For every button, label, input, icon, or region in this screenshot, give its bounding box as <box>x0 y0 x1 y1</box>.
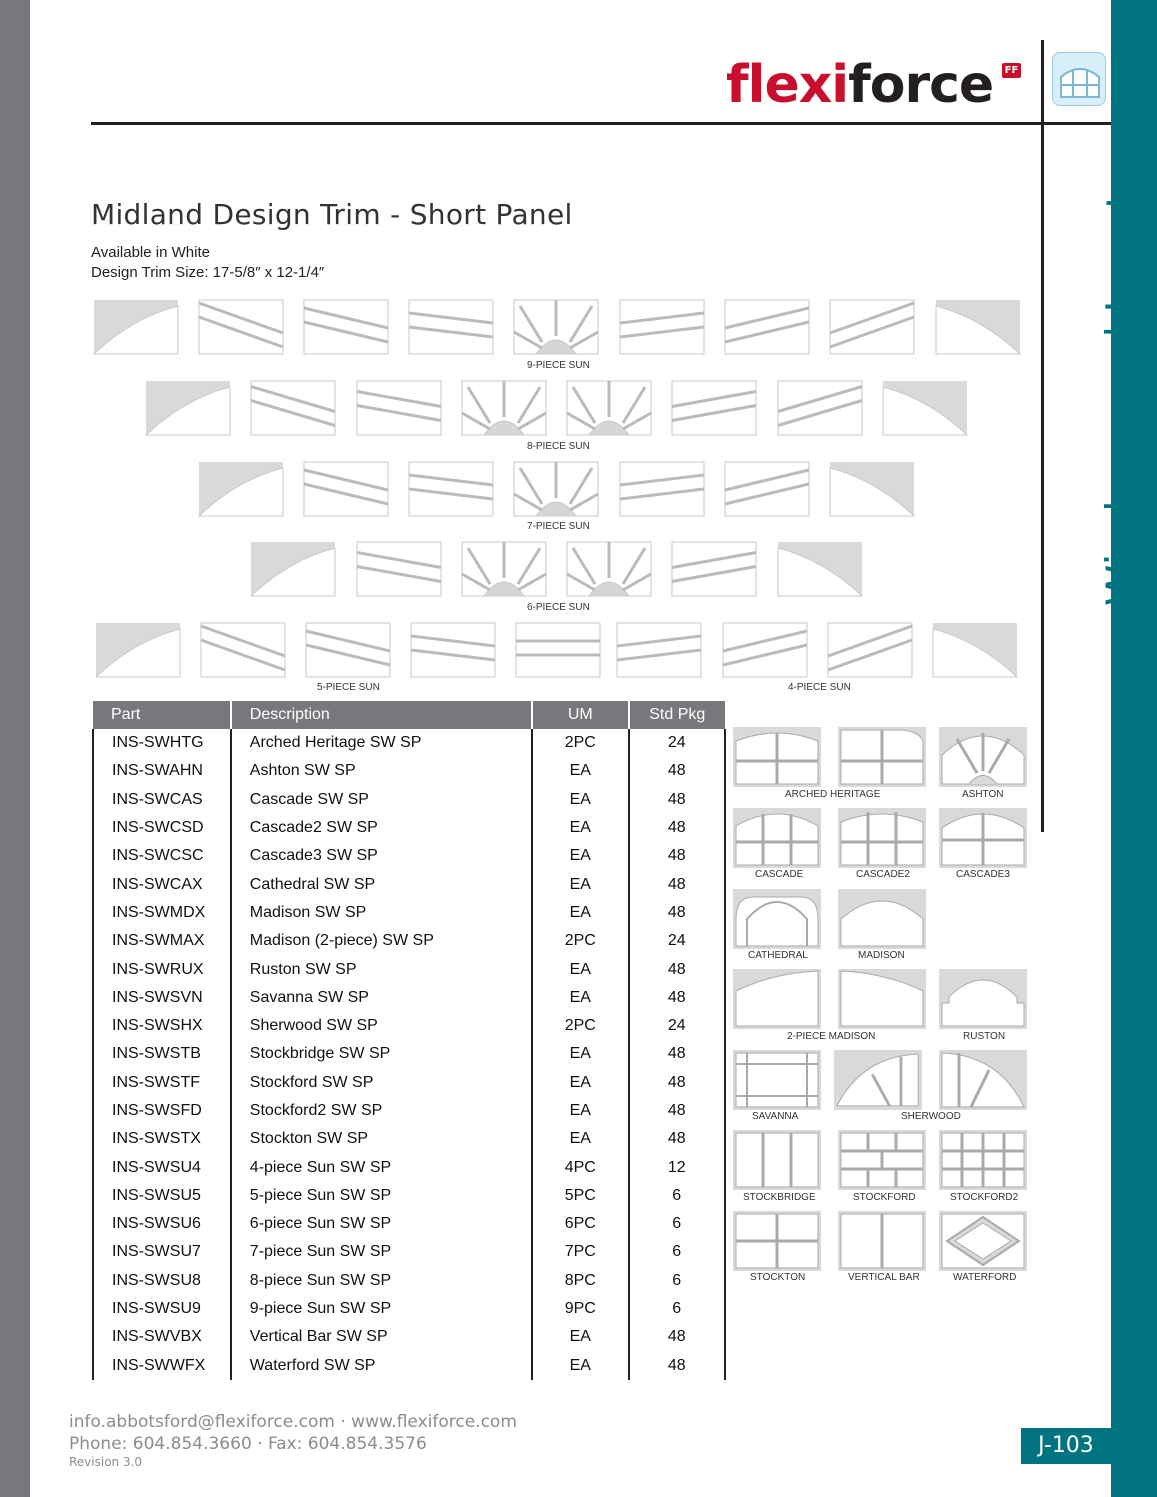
trim-piece <box>565 540 653 598</box>
insert-vertical-bar <box>838 1211 926 1271</box>
description-cell: Waterford SW SP <box>231 1352 532 1380</box>
flexiforce-logo <box>726 55 993 115</box>
header-rule <box>91 122 1111 125</box>
table-row <box>93 1069 725 1097</box>
availability-text: Available in White <box>91 244 210 261</box>
part-cell: INS-SWSU7 <box>93 1238 231 1266</box>
description-cell: 7-piece Sun SW SP <box>231 1238 532 1266</box>
insert-waterford <box>939 1211 1027 1271</box>
trim-piece <box>197 460 285 518</box>
um-cell: 4PC <box>532 1153 628 1181</box>
part-cell: INS-SWSVN <box>93 984 231 1012</box>
um-cell: EA <box>532 955 628 983</box>
std-pkg-cell: 48 <box>629 955 726 983</box>
um-cell: 2PC <box>532 729 628 757</box>
caption-ruston: RUSTON <box>963 1031 1006 1042</box>
std-pkg-cell: 48 <box>629 814 726 842</box>
trim-piece <box>302 460 390 518</box>
table-row <box>93 984 725 1012</box>
um-cell: EA <box>532 899 628 927</box>
logo-flexi: flexi <box>726 55 849 115</box>
um-cell: EA <box>532 1097 628 1125</box>
part-cell: INS-SWAHN <box>93 757 231 785</box>
caption-arched-heritage: ARCHED HERITAGE <box>785 789 881 800</box>
insert-savanna <box>733 1050 821 1110</box>
description-cell: 4-piece Sun SW SP <box>231 1153 532 1181</box>
trim-piece <box>302 298 390 356</box>
trim-piece <box>776 540 864 598</box>
um-cell: EA <box>532 842 628 870</box>
left-gray-strip <box>0 0 30 1497</box>
caption-stockford2: STOCKFORD2 <box>950 1192 1019 1203</box>
part-cell: INS-SWWFX <box>93 1352 231 1380</box>
description-cell: 8-piece Sun SW SP <box>231 1267 532 1295</box>
logo-ff-badge: FF <box>1002 63 1021 78</box>
trim-piece <box>721 621 809 679</box>
page-number: J-103 <box>1021 1428 1111 1464</box>
insert-sherwood-right <box>939 1050 1027 1110</box>
row-label-7-piece: 7-PIECE SUN <box>527 521 590 532</box>
header-part: Part <box>93 701 231 729</box>
header-description: Description <box>231 701 532 729</box>
trim-piece <box>197 298 285 356</box>
insert-ashton <box>939 727 1027 787</box>
trim-piece <box>565 379 653 437</box>
row-label-6-piece: 6-PIECE SUN <box>527 602 590 613</box>
description-cell: Stockford SW SP <box>231 1069 532 1097</box>
description-cell: 9-piece Sun SW SP <box>231 1295 532 1323</box>
table-row <box>93 1352 725 1380</box>
insert-cascade <box>733 808 821 868</box>
std-pkg-cell: 24 <box>629 1012 726 1040</box>
insert-madison <box>838 889 926 949</box>
trim-piece <box>355 379 443 437</box>
description-cell: Cascade SW SP <box>231 786 532 814</box>
part-cell: INS-SWMDX <box>93 899 231 927</box>
std-pkg-cell: 6 <box>629 1295 726 1323</box>
vertical-rule <box>1041 40 1044 832</box>
caption-ashton: ASHTON <box>962 789 1004 800</box>
trim-piece <box>776 379 864 437</box>
table-row <box>93 1238 725 1266</box>
footer-contact: info.abbotsford@flexiforce.com · www.flexiforce.com <box>69 1412 517 1432</box>
description-cell: Savanna SW SP <box>231 984 532 1012</box>
table-row <box>93 786 725 814</box>
description-cell: Ashton SW SP <box>231 757 532 785</box>
std-pkg-cell: 48 <box>629 984 726 1012</box>
table-row <box>93 1125 725 1153</box>
section-title <box>1047 150 1146 606</box>
trim-piece <box>304 621 392 679</box>
row-label-5-piece: 5-PIECE SUN <box>317 682 380 693</box>
table-row <box>93 899 725 927</box>
row-label-9-piece: 9-PIECE SUN <box>527 360 590 371</box>
description-cell: Vertical Bar SW SP <box>231 1323 532 1351</box>
trim-piece <box>199 621 287 679</box>
table-row <box>93 1153 725 1181</box>
std-pkg-cell: 48 <box>629 899 726 927</box>
std-pkg-cell: 6 <box>629 1238 726 1266</box>
trim-piece <box>934 298 1022 356</box>
um-cell: EA <box>532 1125 628 1153</box>
table-body <box>93 729 725 1380</box>
caption-stockbridge: STOCKBRIDGE <box>743 1192 816 1203</box>
um-cell: 5PC <box>532 1182 628 1210</box>
trim-piece <box>828 298 916 356</box>
trim-piece <box>618 460 706 518</box>
std-pkg-cell: 12 <box>629 1153 726 1181</box>
part-cell: INS-SWSTF <box>93 1069 231 1097</box>
description-cell: Arched Heritage SW SP <box>231 729 532 757</box>
footer-phone: Phone: 604.854.3660 · Fax: 604.854.3576 <box>69 1434 427 1454</box>
caption-cascade2: CASCADE2 <box>856 869 910 880</box>
std-pkg-cell: 24 <box>629 927 726 955</box>
trim-piece <box>355 540 443 598</box>
part-cell: INS-SWSU8 <box>93 1267 231 1295</box>
trim-piece <box>409 621 497 679</box>
caption-madison: MADISON <box>858 950 905 961</box>
trim-piece <box>723 460 811 518</box>
table-header-row <box>93 701 725 729</box>
part-cell: INS-SWVBX <box>93 1323 231 1351</box>
table-row <box>93 1267 725 1295</box>
part-cell: INS-SWMAX <box>93 927 231 955</box>
insert-ruston <box>939 969 1027 1029</box>
table-row <box>93 729 725 757</box>
description-cell: 6-piece Sun SW SP <box>231 1210 532 1238</box>
trim-piece <box>460 379 548 437</box>
std-pkg-cell: 48 <box>629 1069 726 1097</box>
parts-table <box>92 701 726 1380</box>
std-pkg-cell: 24 <box>629 729 726 757</box>
part-cell: INS-SWSU6 <box>93 1210 231 1238</box>
um-cell: 8PC <box>532 1267 628 1295</box>
description-cell: Cathedral SW SP <box>231 870 532 898</box>
trim-piece <box>828 460 916 518</box>
part-cell: INS-SWSHX <box>93 1012 231 1040</box>
std-pkg-cell: 6 <box>629 1182 726 1210</box>
std-pkg-cell: 48 <box>629 1097 726 1125</box>
insert-stockton <box>733 1211 821 1271</box>
table-row <box>93 814 725 842</box>
um-cell: 7PC <box>532 1238 628 1266</box>
insert-cascade3 <box>939 808 1027 868</box>
header-um: UM <box>532 701 628 729</box>
trim-piece <box>512 460 600 518</box>
part-cell: INS-SWSTB <box>93 1040 231 1068</box>
table-row <box>93 1040 725 1068</box>
description-cell: Stockton SW SP <box>231 1125 532 1153</box>
um-cell: 6PC <box>532 1210 628 1238</box>
description-cell: Sherwood SW SP <box>231 1012 532 1040</box>
description-cell: Cascade2 SW SP <box>231 814 532 842</box>
trim-piece <box>94 621 182 679</box>
um-cell: EA <box>532 814 628 842</box>
trim-piece <box>249 540 337 598</box>
um-cell: EA <box>532 1040 628 1068</box>
part-cell: INS-SWCAX <box>93 870 231 898</box>
insert-cathedral <box>733 889 821 949</box>
caption-madison-2pc: 2-PIECE MADISON <box>787 1031 876 1042</box>
table-row <box>93 1295 725 1323</box>
um-cell: EA <box>532 984 628 1012</box>
trim-piece <box>881 379 969 437</box>
trim-piece <box>618 298 706 356</box>
caption-stockton: STOCKTON <box>750 1272 806 1283</box>
caption-savanna: SAVANNA <box>752 1111 799 1122</box>
trim-piece <box>670 379 758 437</box>
trim-piece <box>144 379 232 437</box>
std-pkg-cell: 48 <box>629 870 726 898</box>
caption-waterford: WATERFORD <box>953 1272 1017 1283</box>
trim-piece <box>670 540 758 598</box>
logo-force: force <box>848 55 994 115</box>
table-row <box>93 1012 725 1040</box>
std-pkg-cell: 48 <box>629 1323 726 1351</box>
page-title: Midland Design Trim - Short Panel <box>91 198 573 231</box>
trim-piece <box>92 298 180 356</box>
std-pkg-cell: 48 <box>629 1352 726 1380</box>
header-std-pkg: Std Pkg <box>629 701 726 729</box>
insert-stockbridge <box>733 1130 821 1190</box>
part-cell: INS-SWCSD <box>93 814 231 842</box>
part-cell: INS-SWHTG <box>93 729 231 757</box>
caption-vertical-bar: VERTICAL BAR <box>848 1272 920 1283</box>
um-cell: EA <box>532 757 628 785</box>
trim-piece <box>249 379 337 437</box>
table-row <box>93 1097 725 1125</box>
insert-stockford <box>838 1130 926 1190</box>
row-label-4-piece: 4-PIECE SUN <box>788 682 851 693</box>
trim-size-text: Design Trim Size: 17-5/8″ x 12-1/4″ <box>91 264 325 281</box>
description-cell: Madison SW SP <box>231 899 532 927</box>
um-cell: 2PC <box>532 1012 628 1040</box>
trim-piece <box>407 460 495 518</box>
um-cell: EA <box>532 1069 628 1097</box>
row-label-8-piece: 8-PIECE SUN <box>527 441 590 452</box>
table-row <box>93 1182 725 1210</box>
insert-sherwood-left <box>834 1050 922 1110</box>
std-pkg-cell: 48 <box>629 757 726 785</box>
um-cell: EA <box>532 1352 628 1380</box>
footer-revision: Revision 3.0 <box>69 1455 143 1469</box>
part-cell: INS-SWSU9 <box>93 1295 231 1323</box>
insert-arched-heritage-left <box>733 727 821 787</box>
um-cell: 2PC <box>532 927 628 955</box>
part-cell: INS-SWRUX <box>93 955 231 983</box>
um-cell: 9PC <box>532 1295 628 1323</box>
description-cell: Madison (2-piece) SW SP <box>231 927 532 955</box>
part-cell: INS-SWCAS <box>93 786 231 814</box>
trim-piece <box>826 621 914 679</box>
insert-stockford2 <box>939 1130 1027 1190</box>
um-cell: EA <box>532 786 628 814</box>
window-icon <box>1052 52 1106 106</box>
part-cell: INS-SWSU5 <box>93 1182 231 1210</box>
std-pkg-cell: 48 <box>629 1125 726 1153</box>
caption-cascade: CASCADE <box>755 869 804 880</box>
caption-cathedral: CATHEDRAL <box>748 950 808 961</box>
part-cell: INS-SWSU4 <box>93 1153 231 1181</box>
table-row <box>93 955 725 983</box>
std-pkg-cell: 48 <box>629 1040 726 1068</box>
table-row <box>93 757 725 785</box>
std-pkg-cell: 48 <box>629 842 726 870</box>
section-title-text: Windows and Inserts <box>1097 170 1146 606</box>
trim-piece <box>514 621 602 679</box>
table-row <box>93 870 725 898</box>
description-cell: Ruston SW SP <box>231 955 532 983</box>
table-row <box>93 1210 725 1238</box>
insert-madison-2pc-right <box>838 969 926 1029</box>
insert-madison-2pc-left <box>733 969 821 1029</box>
description-cell: Stockford2 SW SP <box>231 1097 532 1125</box>
part-cell: INS-SWSFD <box>93 1097 231 1125</box>
std-pkg-cell: 48 <box>629 786 726 814</box>
description-cell: Cascade3 SW SP <box>231 842 532 870</box>
std-pkg-cell: 6 <box>629 1210 726 1238</box>
um-cell: EA <box>532 870 628 898</box>
description-cell: Stockbridge SW SP <box>231 1040 532 1068</box>
table-row <box>93 1323 725 1351</box>
caption-cascade3: CASCADE3 <box>956 869 1010 880</box>
trim-piece <box>931 621 1019 679</box>
table-row <box>93 842 725 870</box>
description-cell: 5-piece Sun SW SP <box>231 1182 532 1210</box>
part-cell: INS-SWSTX <box>93 1125 231 1153</box>
trim-piece <box>615 621 703 679</box>
insert-cascade2 <box>838 808 926 868</box>
caption-stockford: STOCKFORD <box>853 1192 916 1203</box>
part-cell: INS-SWCSC <box>93 842 231 870</box>
std-pkg-cell: 6 <box>629 1267 726 1295</box>
caption-sherwood: SHERWOOD <box>901 1111 961 1122</box>
table-row <box>93 927 725 955</box>
um-cell: EA <box>532 1323 628 1351</box>
trim-piece <box>512 298 600 356</box>
trim-piece <box>407 298 495 356</box>
trim-piece <box>723 298 811 356</box>
trim-piece <box>460 540 548 598</box>
insert-arched-heritage-right <box>838 727 926 787</box>
